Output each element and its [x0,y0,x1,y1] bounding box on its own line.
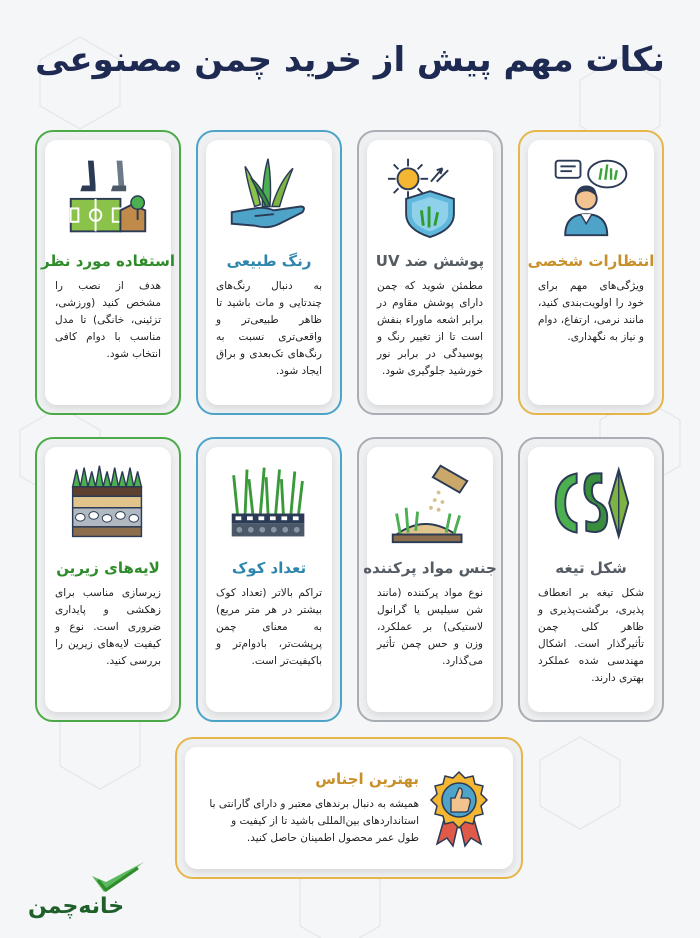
card-text: نوع مواد پرکننده (مانند شن سیلیس یا گرانول لاستیکی) بر عملکرد، وزن و حس چمن تأثیر می‌گذارد. [377,587,483,667]
hand-grass-icon [224,150,314,242]
card-text: به دنبال رنگ‌های چندتایی و مات باشید تا ظاهر طبیعی‌تر و واقعی‌تری نسبت به رنگ‌های تک‌بعدی و براق ایجاد شود. [216,280,322,377]
blade-shape-icon [546,457,636,549]
sun-shield-icon [385,150,475,242]
card-text: شکل تیغه بر انعطاف پذیری، برگشت‌پذیری و ظاهر کلی چمن تأثیرگذار است. اشکال مهندسی شده عملکرد بهتری دارند. [538,587,644,684]
card-title: انتظارات شخصی [527,252,655,270]
card-underlayers [35,437,181,722]
logo-text: خانه‌چمن [28,894,125,919]
card-infill-material [357,437,503,722]
soccer-field-icon [63,150,153,242]
card-uv-coating [357,130,503,415]
quality-badge-icon [419,768,499,848]
person-thinking-icon [546,150,636,242]
card-text: ویژگی‌های مهم برای خود را اولویت‌بندی کنید، مانند نرمی، ارتفاع، دوام و نیاز به نگهداری. [538,280,644,343]
stitch-grass-icon [224,457,314,549]
card-title: رنگ طبیعی [226,252,312,270]
card-text: مطمئن شوید که چمن دارای پوشش مقاوم در برابر اشعه ماوراء بنفش است تا از تغییر رنگ و پوسیدگی در برابر نور خورشید جلوگیری شود. [377,280,483,377]
soil-layers-icon [63,457,153,549]
card-natural-color [196,130,342,415]
card-personal-expectations [518,130,664,415]
card-text: تراکم بالاتر (تعداد کوک بیشتر در هر متر مربع) به معنای چمن پرپشت‌تر، بادوام‌تر و باکیفیت‌تر است. [216,587,322,667]
card-title: لایه‌های زیرین [56,559,160,577]
card-title: پوشش ضد UV [375,252,485,270]
card-blade-shape [518,437,664,722]
card-best-products [175,737,523,879]
card-text: همیشه به دنبال برندهای معتبر و دارای گارانتی با استانداردهای بین‌المللی باشید تا از کیفیت و طول عمر محصول اطمینان حاصل کنید. [209,797,419,844]
card-title: تعداد کوک [231,559,307,577]
card-intended-use [35,130,181,415]
card-text: زیرسازی مناسب برای زهکشی و پایداری ضروری است. نوع و کیفیت لایه‌های زیرین را بررسی کنید. [55,587,161,667]
card-title: بهترین اجناس [315,769,419,788]
card-title: جنس مواد پرکننده [363,559,497,577]
card-title: شکل تیغه [555,559,627,577]
infill-pour-icon [385,457,475,549]
page-title: نکات مهم پیش از خرید چمن مصنوعی [35,40,665,80]
brand-logo [18,858,148,928]
checkmark-logo-icon [88,858,148,898]
card-text: هدف از نصب را مشخص کنید (ورزشی، تزئینی، خانگی) تا مدل مناسب با دوام کافی انتخاب شود. [55,280,161,360]
card-stitch-count [196,437,342,722]
card-title: استفاده مورد نظر [40,252,176,270]
